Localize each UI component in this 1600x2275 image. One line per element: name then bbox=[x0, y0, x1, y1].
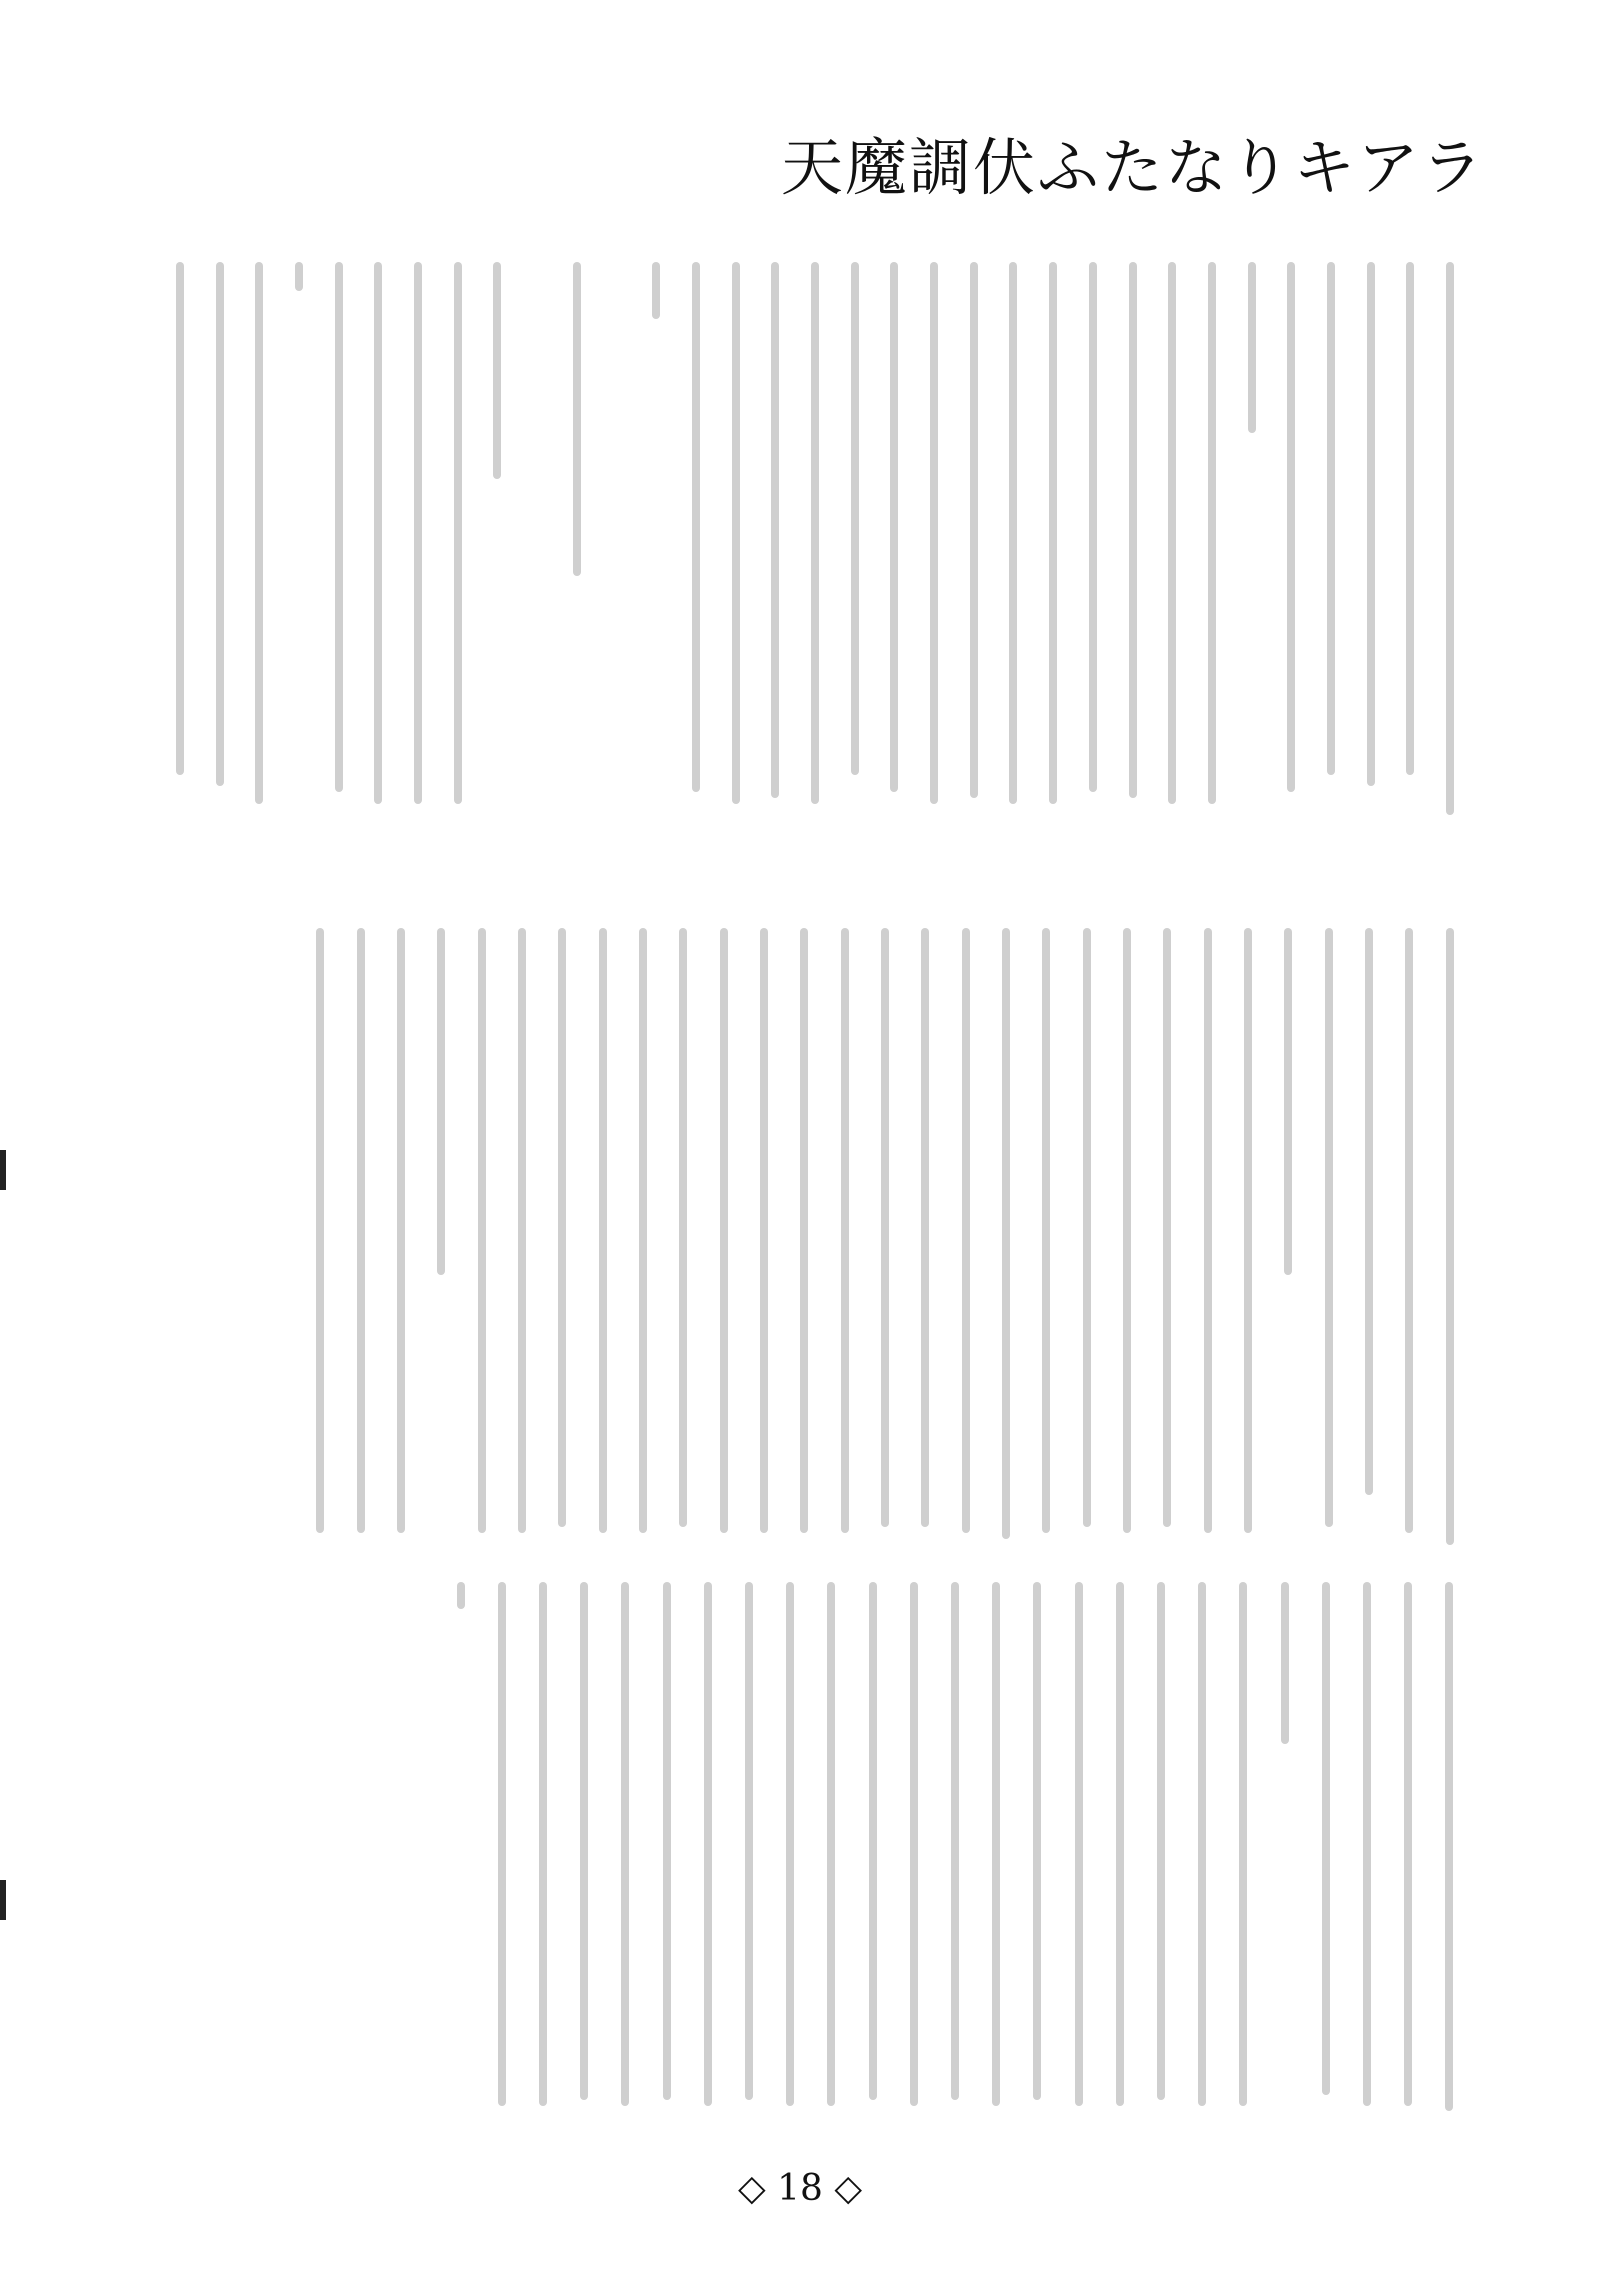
text-column bbox=[1042, 928, 1050, 1533]
text-column bbox=[558, 928, 566, 1527]
text-column bbox=[1327, 262, 1335, 775]
text-column bbox=[1239, 1582, 1247, 2106]
text-column bbox=[518, 928, 526, 1533]
text-column bbox=[1157, 1582, 1165, 2100]
text-column bbox=[1123, 928, 1131, 1533]
text-column bbox=[970, 262, 978, 798]
text-column bbox=[1365, 928, 1373, 1495]
text-column bbox=[1009, 262, 1017, 804]
text-column bbox=[374, 262, 382, 804]
text-column bbox=[1049, 262, 1057, 804]
text-column bbox=[539, 1582, 547, 2106]
text-column bbox=[335, 262, 343, 792]
text-column bbox=[1406, 262, 1414, 775]
text-column bbox=[704, 1582, 712, 2106]
text-block-top bbox=[160, 262, 1470, 832]
text-column bbox=[841, 928, 849, 1533]
page-number: ◇ 18 ◇ bbox=[737, 2168, 863, 2209]
text-column bbox=[1168, 262, 1176, 804]
page-title: 天魔調伏ふたなりキアラ bbox=[780, 131, 1485, 204]
text-column bbox=[811, 262, 819, 804]
text-column bbox=[493, 262, 501, 479]
text-column bbox=[1089, 262, 1097, 792]
text-column bbox=[414, 262, 422, 804]
text-column bbox=[1287, 262, 1295, 792]
text-column bbox=[962, 928, 970, 1533]
text-column bbox=[869, 1582, 877, 2100]
text-column bbox=[1284, 928, 1292, 1275]
text-column bbox=[437, 928, 445, 1275]
text-column bbox=[1446, 262, 1454, 815]
text-column bbox=[295, 262, 303, 291]
text-column bbox=[1002, 928, 1010, 1539]
text-column bbox=[1208, 262, 1216, 804]
text-column bbox=[639, 928, 647, 1533]
text-column bbox=[1404, 1582, 1412, 2106]
text-column bbox=[1075, 1582, 1083, 2106]
text-column bbox=[1198, 1582, 1206, 2106]
text-column bbox=[800, 928, 808, 1533]
text-column bbox=[1322, 1582, 1330, 2095]
text-column bbox=[692, 262, 700, 792]
text-column bbox=[316, 928, 324, 1533]
text-column bbox=[454, 262, 462, 804]
text-column bbox=[1363, 1582, 1371, 2106]
text-column bbox=[851, 262, 859, 775]
text-column bbox=[1405, 928, 1413, 1533]
text-column bbox=[478, 928, 486, 1533]
text-column bbox=[176, 262, 184, 775]
text-column bbox=[573, 262, 581, 576]
text-column bbox=[1367, 262, 1375, 786]
text-column bbox=[1446, 928, 1454, 1545]
text-column bbox=[498, 1582, 506, 2106]
text-column bbox=[1445, 1582, 1453, 2111]
text-column bbox=[599, 928, 607, 1533]
text-column bbox=[890, 262, 898, 792]
text-block-bottom bbox=[440, 1582, 1470, 2122]
text-column bbox=[580, 1582, 588, 2100]
text-column bbox=[786, 1582, 794, 2106]
scan-edge-mark bbox=[0, 1880, 6, 1920]
text-column bbox=[663, 1582, 671, 2100]
text-column bbox=[1129, 262, 1137, 798]
text-column bbox=[679, 928, 687, 1527]
text-column bbox=[255, 262, 263, 804]
text-column bbox=[930, 262, 938, 804]
text-column bbox=[771, 262, 779, 798]
text-column bbox=[1204, 928, 1212, 1533]
text-column bbox=[910, 1582, 918, 2106]
text-column bbox=[357, 928, 365, 1533]
text-column bbox=[720, 928, 728, 1533]
text-column bbox=[1083, 928, 1091, 1527]
text-column bbox=[760, 928, 768, 1533]
text-column bbox=[216, 262, 224, 786]
text-column bbox=[457, 1582, 465, 1609]
text-column bbox=[1033, 1582, 1041, 2100]
text-column bbox=[621, 1582, 629, 2106]
text-column bbox=[397, 928, 405, 1533]
text-column bbox=[732, 262, 740, 804]
text-column bbox=[652, 262, 660, 319]
text-column bbox=[827, 1582, 835, 2106]
text-column bbox=[951, 1582, 959, 2100]
scan-edge-mark bbox=[0, 1150, 6, 1190]
text-column bbox=[1248, 262, 1256, 433]
text-column bbox=[745, 1582, 753, 2100]
text-column bbox=[1163, 928, 1171, 1527]
text-column bbox=[1281, 1582, 1289, 1744]
text-block-middle bbox=[300, 928, 1470, 1558]
text-column bbox=[881, 928, 889, 1527]
text-column bbox=[1244, 928, 1252, 1533]
text-column bbox=[992, 1582, 1000, 2106]
text-column bbox=[1325, 928, 1333, 1527]
text-column bbox=[1116, 1582, 1124, 2106]
text-column bbox=[921, 928, 929, 1527]
